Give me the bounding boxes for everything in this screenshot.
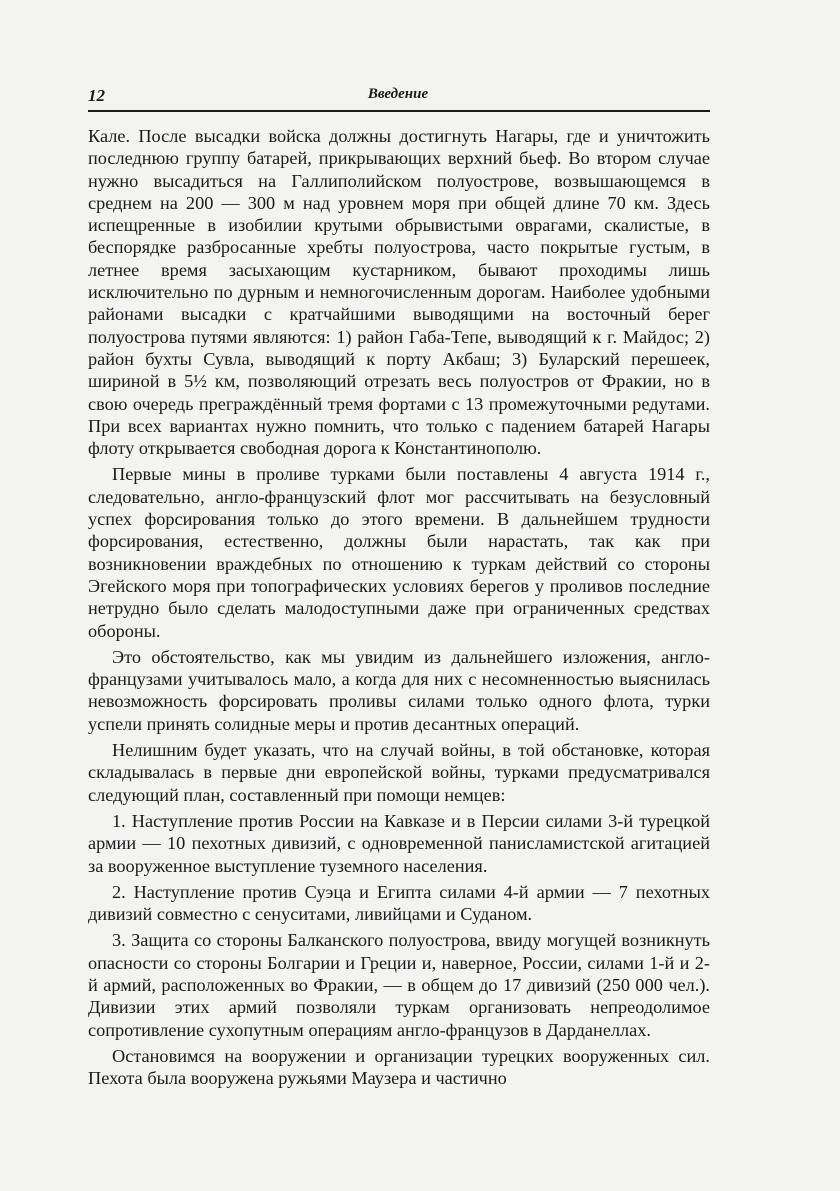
paragraph: Первые мины в проливе турками были поставлены 4 августа 1914 г., следовательно, англо-французский флот мог рассчитывать на безусловный успех форсирования только до этого времени. В дальнейшем трудности форсирования, естественно, должны были нарастать, так как при возникновении враждебных по отношению к туркам действий со стороны Эгейского моря при топографических условиях берегов у проливов последние нетрудно было сделать малодоступными даже при ограниченных средствах обороны. — [88, 464, 710, 641]
list-item: 2. Наступление против Суэца и Египта силами 4-й армии — 7 пехотных дивизий совместно с сенуситами, ливийцами и Суданом. — [88, 881, 710, 925]
paragraph: Остановимся на вооружении и организации турецких вооруженных сил. Пехота была вооружена ружьями Маузера и частично — [88, 1045, 710, 1089]
paragraph: Нелишним будет указать, что на случай войны, в той обстановке, которая складывалась в первые дни европейской войны, турками предусматривался следующий план, составленный при помощи немцев: — [88, 740, 710, 805]
running-title: Введение — [367, 86, 429, 102]
paragraph: Это обстоятельство, как мы увидим из дальнейшего изложения, англо-французами учитывалось мало, а когда для них с несомненностью выяснилась невозможность форсировать проливы силами только одного флота, турки успели принять солидные меры и против десантных операций. — [88, 646, 710, 734]
paragraph: Кале. После высадки войска должны достигнуть Нагары, где и уничтожить последнюю группу батарей, прикрывающих верхний бьеф. Во втором случае нужно высадиться на Галлиполийском полуострове, возвышающемся в среднем на 200 — 300 м над уровнем моря при общей длине 70 км. Здесь испещренные в изобилии крутыми обрывистыми оврагами, скалистые, в беспорядке разбросанные хребты полуострова, часто покрытые густым, в летнее время засыхающим кустарником, бывают проходимы лишь исключительно по дурным и немногочисленным дорогам. Наиболее удобными районами высадки с кратчайшими выводящими на восточный берег полуострова путями являются: 1) район Габа-Тепе, выводящий к г. Майдос; 2) район бухты Сувла, выводящий к порту Акбаш; 3) Буларский перешеек, шириной в 5½ км, позволяющий отрезать весь полуостров от Фракии, но в свою очередь преграждённый тремя фортами с 13 промежуточными редутами. При всех вариантах нужно помнить, что только с падением батарей Нагары флоту открывается свободная дорога к Константинополю. — [88, 126, 710, 459]
list-item: 1. Наступление против России на Кавказе и в Персии силами 3-й турецкой армии — 10 пехотных дивизий, с одновременной панисламистской агитацией за вооруженное выступление туземного населения. — [88, 810, 710, 876]
body-text — [88, 125, 710, 1089]
header-rule — [88, 110, 710, 112]
page-number: 12 — [88, 86, 105, 105]
page-header — [88, 86, 708, 108]
list-item: 3. Защита со стороны Балканского полуострова, ввиду могущей возникнуть опасности со стороны Болгарии и Греции и, наверное, России, силами 1-й и 2-й армий, расположенных во Фракии, — в общем до 17 дивизий (250 000 чел.). Дивизии этих армий позволяли туркам организовать непреодолимое сопротивление сухопутным операциям англо-французов в Дарданеллах. — [88, 930, 710, 1040]
